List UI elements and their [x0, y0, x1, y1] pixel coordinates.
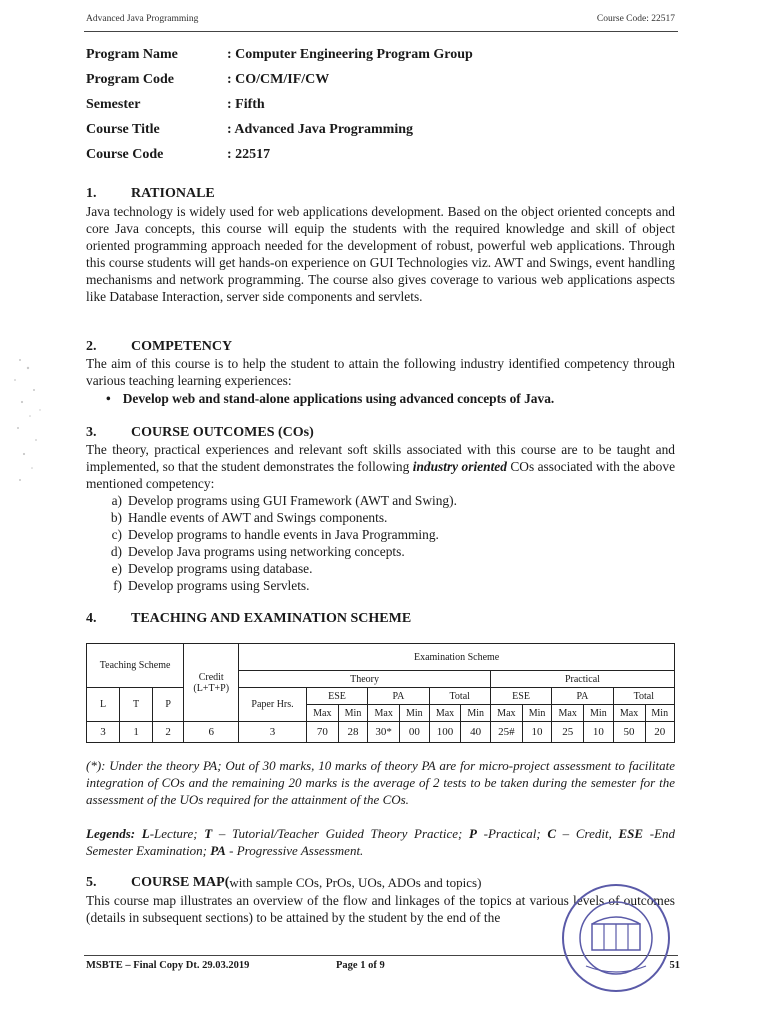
list-item: [106, 543, 457, 560]
info-row-program-name: [86, 42, 473, 67]
th-paper-hrs: Paper Hrs.: [239, 688, 307, 722]
legend-value: – Tutorial/Teacher Guided Theory Practice;: [212, 826, 470, 841]
item-text: Develop programs using Servlets.: [128, 578, 310, 593]
section-heading-rationale: [86, 186, 215, 202]
cell-paper-hrs: 3: [239, 722, 307, 743]
header-course-code: Course Code: 22517: [596, 14, 675, 24]
th-teaching-scheme: Teaching Scheme: [87, 644, 184, 688]
info-value: : CO/CM/IF/CW: [227, 71, 330, 87]
cell-theory-total-min: 40: [461, 722, 490, 743]
list-item: [106, 526, 457, 543]
th-theory: Theory: [239, 671, 491, 688]
footer-number: 51: [669, 960, 680, 971]
item-letter: a): [111, 493, 122, 508]
section-heading-competency: [86, 339, 232, 355]
list-item: [106, 492, 457, 509]
list-item: [106, 577, 457, 594]
competency-paragraph: The aim of this course is to help the student to attain the following industry identified competency through various teaching learning experiences:: [86, 356, 675, 388]
info-value: : Computer Engineering Program Group: [227, 46, 473, 62]
th-min: Min: [522, 705, 551, 722]
item-letter: e): [111, 561, 122, 576]
th-min: Min: [461, 705, 490, 722]
cell-theory-total-max: 100: [429, 722, 461, 743]
outcomes-paragraph: [86, 441, 675, 492]
cell-practical-pa-min: 10: [584, 722, 613, 743]
legend-key: T: [204, 826, 213, 841]
section-heading-outcomes: [86, 425, 314, 441]
section-number: 3.: [86, 425, 97, 440]
th-practical-total: Total: [613, 688, 674, 705]
legend-value: – Credit,: [556, 826, 619, 841]
item-text: Develop Java programs using networking concepts.: [128, 544, 405, 559]
th-max: Max: [429, 705, 461, 722]
legends-label: Legends:: [86, 826, 142, 841]
legend-key: ESE: [618, 826, 644, 841]
cell-practical-ese-max: 25#: [490, 722, 522, 743]
section-title-tail: with sample COs, PrOs, UOs, ADOs and topics): [229, 875, 482, 890]
section-title: COMPETENCY: [131, 339, 233, 354]
footer-copy-date: MSBTE – Final Copy Dt. 29.03.2019: [86, 960, 250, 971]
info-row-course-title: [86, 117, 473, 142]
th-t: T: [120, 688, 153, 722]
bullet-dot-icon: •: [106, 391, 111, 406]
th-credit: Credit (L+T+P): [184, 644, 239, 722]
info-label: Course Title: [86, 121, 160, 137]
th-l: L: [87, 688, 120, 722]
legend-key: PA: [210, 843, 226, 858]
th-theory-total: Total: [429, 688, 490, 705]
th-min: Min: [400, 705, 429, 722]
th-max: Max: [490, 705, 522, 722]
th-max: Max: [552, 705, 584, 722]
legend-key: C: [547, 826, 557, 841]
th-theory-pa: PA: [368, 688, 429, 705]
section-number: 2.: [86, 339, 97, 354]
th-theory-ese: ESE: [306, 688, 367, 705]
header-rule: [84, 31, 678, 32]
scheme-table: [86, 643, 675, 743]
item-text: Develop programs using database.: [128, 561, 313, 576]
section-number: 1.: [86, 186, 97, 201]
footer-page-number: Page 1 of 9: [336, 960, 385, 971]
item-letter: d): [110, 544, 122, 559]
outcomes-emphasis: industry oriented: [412, 459, 507, 474]
cell-credit: 6: [184, 722, 239, 743]
header-course-name: Advanced Java Programming: [86, 14, 199, 24]
section-title: RATIONALE: [131, 186, 215, 201]
legend-value: -Lecture;: [149, 826, 205, 841]
info-label: Program Name: [86, 46, 178, 62]
official-stamp-icon: [560, 882, 672, 994]
th-min: Min: [645, 705, 675, 722]
cell-theory-pa-max: 30*: [368, 722, 400, 743]
cell-practical-ese-min: 10: [522, 722, 551, 743]
legend-key: L: [141, 826, 150, 841]
info-label: Semester: [86, 96, 141, 112]
cell-practical-total-min: 20: [645, 722, 675, 743]
legend-value: - Progressive Assessment.: [225, 843, 364, 858]
th-practical-pa: PA: [552, 688, 613, 705]
item-letter: c): [111, 527, 122, 542]
cell-theory-ese-max: 70: [306, 722, 338, 743]
legends-note: [86, 825, 675, 859]
th-max: Max: [613, 705, 645, 722]
cell-theory-ese-min: 28: [338, 722, 367, 743]
bullet-text: Develop web and stand-alone applications using advanced concepts of Java.: [122, 391, 555, 406]
info-value: : Advanced Java Programming: [227, 121, 414, 137]
section-title: TEACHING AND EXAMINATION SCHEME: [131, 611, 412, 626]
item-letter: b): [110, 510, 122, 525]
rationale-paragraph: Java technology is widely used for web applications development. Based on the object oriented concepts and core Java concepts, this course will equip the students with the required knowledge and skill of object oriented programming approach needed for the development of robust, powerful web applications. Through this course students will get hands-on experience on GUI Technologies viz. AWT and Swings, event handling mechanisms and network programming. The course also gives coverage to various web applications aspects like Database Interaction, server side components and servlets.: [86, 204, 675, 304]
th-exam-scheme: Examination Scheme: [239, 644, 675, 671]
outcomes-text-before: The theory, practical experiences and relevant soft skills associated with this course are to be taught and implemented, so that the student demonstrates the following: [86, 442, 675, 474]
legend-value: -End Semester Examination;: [86, 826, 676, 858]
section-title: COURSE OUTCOMES (COs): [131, 425, 314, 440]
theory-pa-note: (*): Under the theory PA; Out of 30 marks, 10 marks of theory PA are for micro-project assessment to facilitate integration of COs and the remaining 20 marks is the average of 2 tests to be taken during the semester for the assessment of the UOs required for the attainment of the COs.: [86, 758, 675, 807]
item-text: Handle events of AWT and Swings components.: [128, 510, 388, 525]
th-max: Max: [306, 705, 338, 722]
section-title: COURSE MAP(: [131, 875, 230, 890]
th-practical-ese: ESE: [490, 688, 551, 705]
th-p: P: [153, 688, 184, 722]
course-map-paragraph: This course map illustrates an overview of the flow and linkages of the topics at various levels of outcomes (details in subsequent sections) to be attained by the student by the end of the: [86, 893, 675, 925]
legend-value: -Practical;: [477, 826, 548, 841]
info-label: Course Code: [86, 146, 164, 162]
cell-practical-pa-max: 25: [552, 722, 584, 743]
cell-l: 3: [87, 722, 120, 743]
list-item: [106, 509, 457, 526]
section-heading-course-map: [86, 875, 481, 891]
info-label: Program Code: [86, 71, 174, 87]
section-heading-scheme: [86, 611, 411, 627]
outcomes-list: [106, 492, 457, 594]
info-row-course-code: [86, 142, 473, 167]
competency-bullet: [106, 391, 554, 407]
section-number: 4.: [86, 611, 97, 626]
legend-key: P: [469, 826, 477, 841]
scan-speckle: [0, 350, 60, 500]
cell-t: 1: [120, 722, 153, 743]
outcomes-text-after: COs associated with the above mentioned competency:: [86, 459, 676, 491]
item-letter: f): [113, 578, 122, 593]
course-info: [86, 42, 473, 167]
info-value: : Fifth: [227, 96, 265, 112]
th-min: Min: [584, 705, 613, 722]
table-row: [87, 722, 675, 743]
cell-practical-total-max: 50: [613, 722, 645, 743]
info-value: : 22517: [227, 146, 271, 162]
th-practical: Practical: [490, 671, 674, 688]
list-item: [106, 560, 457, 577]
th-max: Max: [368, 705, 400, 722]
item-text: Develop programs using GUI Framework (AWT and Swing).: [128, 493, 457, 508]
cell-p: 2: [153, 722, 184, 743]
th-min: Min: [338, 705, 367, 722]
info-row-program-code: [86, 67, 473, 92]
running-header: [86, 14, 675, 24]
section-number: 5.: [86, 875, 97, 890]
item-text: Develop programs to handle events in Java Programming.: [128, 527, 439, 542]
info-row-semester: [86, 92, 473, 117]
cell-theory-pa-min: 00: [400, 722, 429, 743]
